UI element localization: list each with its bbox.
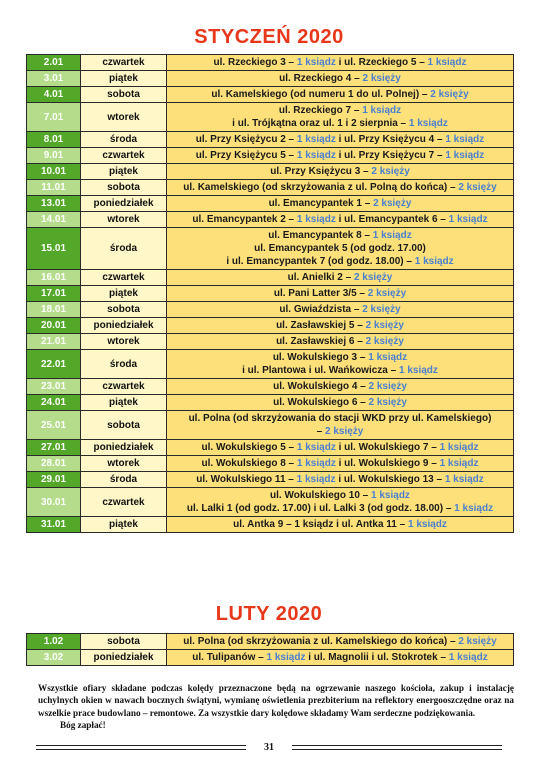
priest-count: 1 ksiądz — [296, 134, 336, 145]
visit-addresses — [167, 180, 514, 196]
address-text: ul. Zasławskiej 6 – — [276, 336, 366, 347]
address-text: ul. Wokulskiego 6 – — [273, 397, 369, 408]
visit-addresses — [167, 411, 514, 440]
address-line — [170, 441, 510, 454]
visit-weekday: poniedziałek — [81, 650, 167, 666]
schedule-row — [27, 350, 514, 379]
visit-addresses — [167, 55, 514, 71]
schedule-row — [27, 456, 514, 472]
address-text: i ul. Emancypantek 7 (od godz. 18.00) – — [226, 256, 415, 267]
address-line — [170, 88, 510, 101]
visit-weekday: czwartek — [81, 148, 167, 164]
visit-date: 25.01 — [27, 411, 81, 440]
address-text: – — [316, 426, 325, 437]
page-number: 31 — [264, 742, 274, 753]
address-text: ul. Lalki 1 (od godz. 17.00) i ul. Lalki 3 (od godz. 18.00) – — [186, 503, 455, 514]
visit-addresses — [167, 334, 514, 350]
address-line — [170, 502, 510, 515]
visit-weekday: wtorek — [81, 103, 167, 132]
address-line — [170, 149, 510, 162]
schedule-row — [27, 286, 514, 302]
address-text: i ul. Przy Księżycu 4 – — [335, 134, 446, 145]
february-schedule-table — [26, 633, 514, 666]
address-text: i ul. Wokulskiego 9 – — [335, 458, 440, 469]
visit-date: 17.01 — [27, 286, 81, 302]
address-text: ul. Wokulskiego 8 – — [201, 458, 297, 469]
visit-weekday: poniedziałek — [81, 196, 167, 212]
schedule-row — [27, 71, 514, 87]
february-rows — [27, 634, 514, 666]
address-line — [170, 287, 510, 300]
address-text: i ul. Wokulskiego 13 – — [335, 474, 445, 485]
address-text: ul. Gwiaździsta – — [279, 304, 363, 315]
address-line — [170, 104, 510, 117]
address-text: ul. Emancypantek 8 – — [268, 230, 373, 241]
visit-addresses — [167, 650, 514, 666]
priest-count: 2 księży — [324, 426, 364, 437]
address-text: ul. Wokulskiego 5 – — [201, 442, 297, 453]
schedule-row — [27, 180, 514, 196]
visit-date: 8.01 — [27, 132, 81, 148]
address-text: i ul. Emancypantek 6 – — [335, 214, 449, 225]
address-text: ul. Emancypantek 2 – — [192, 214, 297, 225]
schedule-row — [27, 650, 514, 666]
priest-count: 1 ksiądz — [407, 519, 447, 530]
priest-count: 1 ksiądz — [296, 57, 336, 68]
schedule-row — [27, 302, 514, 318]
visit-weekday: czwartek — [81, 379, 167, 395]
priest-count: 2 księży — [365, 320, 404, 331]
address-text: ul. Zasławskiej 5 – — [276, 320, 366, 331]
visit-addresses — [167, 286, 514, 302]
priest-count: 1 ksiądz — [439, 458, 479, 469]
address-text: ul. Wokulskiego 4 – — [273, 381, 369, 392]
visit-weekday: wtorek — [81, 456, 167, 472]
visit-date: 29.01 — [27, 472, 81, 488]
visit-addresses — [167, 302, 514, 318]
address-text: ul. Kamelskiego (od skrzyżowania z ul. Polną do końca) – — [183, 182, 459, 193]
priest-count: 1 ksiądz — [296, 458, 336, 469]
donation-note-text: Wszystkie ofiary składane podczas kolędy przeznaczone będą na ogrzewanie naszego kościoła, zakup i instalację uchylnych okien w nawach bocznych świątyni, wymianę oświetlenia prezbiterium na reflektory energooszczędne oraz na wszelkie prace budowlano – remontowe. Za wszystkie dary kolędowe składamy Wam serdeczne podziękowania. — [38, 683, 514, 718]
address-text: ul. Rzeckiego 7 – — [278, 105, 363, 116]
visit-addresses — [167, 132, 514, 148]
address-text: ul. Wokulskiego 11 – — [196, 474, 297, 485]
visit-date: 21.01 — [27, 334, 81, 350]
page-footer-rule — [36, 742, 502, 754]
address-line — [170, 271, 510, 284]
visit-addresses — [167, 71, 514, 87]
priest-count: 1 ksiądz — [296, 442, 336, 453]
visit-weekday: piątek — [81, 517, 167, 533]
address-text: i ul. Magnolii i ul. Stokrotek – — [305, 652, 449, 663]
visit-date: 28.01 — [27, 456, 81, 472]
visit-date: 3.01 — [27, 71, 81, 87]
address-line — [170, 364, 510, 377]
address-line — [170, 635, 510, 648]
visit-weekday: sobota — [81, 411, 167, 440]
schedule-row — [27, 334, 514, 350]
schedule-row — [27, 318, 514, 334]
address-text: ul. Wokulskiego 3 – — [272, 352, 369, 363]
address-text: ul. Polna (od skrzyżowania do stacji WKD przy ul. Kamelskiego) — [188, 413, 492, 424]
schedule-row — [27, 196, 514, 212]
visit-date: 30.01 — [27, 488, 81, 517]
visit-weekday: sobota — [81, 634, 167, 650]
priest-count: 1 ksiądz — [408, 118, 448, 129]
visit-addresses — [167, 270, 514, 286]
visit-weekday: czwartek — [81, 488, 167, 517]
priest-count: 1 ksiądz — [448, 652, 488, 663]
visit-addresses — [167, 472, 514, 488]
visit-date: 20.01 — [27, 318, 81, 334]
thanks-line: Bóg zapłać! — [60, 720, 106, 731]
visit-date: 18.01 — [27, 302, 81, 318]
priest-count: 1 ksiądz — [398, 365, 438, 376]
address-line — [170, 351, 510, 364]
priest-count: 1 ksiądz — [444, 474, 484, 485]
address-line — [170, 242, 510, 255]
address-text: ul. Antka 9 – 1 ksiądz i ul. Antka 11 – — [233, 519, 408, 530]
priest-count: 1 ksiądz — [362, 105, 402, 116]
visit-weekday: sobota — [81, 87, 167, 103]
schedule-row — [27, 488, 514, 517]
priest-count: 1 ksiądz — [368, 352, 408, 363]
priest-count: 1 ksiądz — [454, 503, 494, 514]
visit-weekday: wtorek — [81, 334, 167, 350]
january-schedule-table — [26, 54, 514, 533]
january-title: STYCZEŃ 2020 — [194, 26, 344, 48]
visit-addresses — [167, 456, 514, 472]
visit-date: 3.02 — [27, 650, 81, 666]
priest-count: 1 ksiądz — [296, 474, 336, 485]
visit-weekday: sobota — [81, 180, 167, 196]
address-text: ul. Pani Latter 3/5 – — [273, 288, 368, 299]
visit-weekday: poniedziałek — [81, 440, 167, 456]
visit-weekday: środa — [81, 132, 167, 148]
visit-addresses — [167, 379, 514, 395]
visit-addresses — [167, 212, 514, 228]
address-line — [170, 412, 510, 425]
address-line — [170, 380, 510, 393]
visit-date: 23.01 — [27, 379, 81, 395]
priest-count: 1 ksiądz — [296, 214, 336, 225]
visit-addresses — [167, 228, 514, 270]
visit-weekday: piątek — [81, 286, 167, 302]
visit-date: 1.02 — [27, 634, 81, 650]
address-line — [170, 133, 510, 146]
visit-date: 24.01 — [27, 395, 81, 411]
address-text: i ul. Wokulskiego 7 – — [335, 442, 440, 453]
address-text: ul. Wokulskiego 10 – — [270, 490, 372, 501]
priest-count: 2 księży — [458, 636, 497, 647]
priest-count: 2 księży — [353, 272, 393, 283]
visit-date: 4.01 — [27, 87, 81, 103]
visit-weekday: czwartek — [81, 55, 167, 71]
schedule-row — [27, 103, 514, 132]
visit-weekday: środa — [81, 472, 167, 488]
visit-weekday: czwartek — [81, 270, 167, 286]
schedule-row — [27, 395, 514, 411]
january-rows — [27, 55, 514, 533]
donation-note — [38, 682, 514, 732]
visit-weekday: poniedziałek — [81, 318, 167, 334]
priest-count: 1 ksiądz — [445, 150, 485, 161]
priest-count: 1 ksiądz — [296, 150, 336, 161]
priest-count: 2 księży — [373, 198, 412, 209]
address-text: ul. Rzeckiego 3 – — [213, 57, 297, 68]
address-text: i ul. Przy Księżycu 7 – — [335, 150, 446, 161]
priest-count: 2 księży — [362, 73, 401, 84]
visit-addresses — [167, 634, 514, 650]
address-text: ul. Polna (od skrzyżowania z ul. Kamelskiego do końca) – — [183, 636, 459, 647]
address-text: ul. Przy Księżycu 3 – — [270, 166, 372, 177]
address-text: i ul. Trójkątna oraz ul. 1 i 2 sierpnia – — [232, 118, 409, 129]
schedule-row — [27, 411, 514, 440]
visit-date: 11.01 — [27, 180, 81, 196]
visit-date: 2.01 — [27, 55, 81, 71]
visit-date: 22.01 — [27, 350, 81, 379]
visit-addresses — [167, 148, 514, 164]
address-line — [170, 255, 510, 268]
visit-addresses — [167, 395, 514, 411]
schedule-row — [27, 212, 514, 228]
address-text: ul. Przy Księżycu 5 – — [195, 150, 297, 161]
visit-addresses — [167, 488, 514, 517]
visit-weekday: środa — [81, 228, 167, 270]
visit-addresses — [167, 440, 514, 456]
priest-count: 1 ksiądz — [266, 652, 306, 663]
visit-weekday: środa — [81, 350, 167, 379]
visit-date: 31.01 — [27, 517, 81, 533]
visit-weekday: piątek — [81, 395, 167, 411]
address-text: ul. Emancypantek 1 – — [268, 198, 374, 209]
address-line — [170, 56, 510, 69]
visit-weekday: sobota — [81, 302, 167, 318]
visit-date: 27.01 — [27, 440, 81, 456]
address-line — [170, 303, 510, 316]
visit-addresses — [167, 517, 514, 533]
visit-addresses — [167, 350, 514, 379]
priest-count: 2 księży — [368, 381, 407, 392]
schedule-row — [27, 132, 514, 148]
schedule-row — [27, 379, 514, 395]
visit-date: 16.01 — [27, 270, 81, 286]
address-text: ul. Anielki 2 – — [287, 272, 354, 283]
footer-rule-right — [292, 745, 502, 750]
visit-date: 13.01 — [27, 196, 81, 212]
visit-weekday: wtorek — [81, 212, 167, 228]
address-text: i ul. Plantowa i ul. Wańkowicza – — [242, 365, 399, 376]
address-line — [170, 396, 510, 409]
schedule-row — [27, 55, 514, 71]
visit-addresses — [167, 196, 514, 212]
address-text: ul. Przy Księżycu 2 – — [195, 134, 297, 145]
schedule-row — [27, 517, 514, 533]
schedule-row — [27, 472, 514, 488]
schedule-row — [27, 440, 514, 456]
schedule-row — [27, 228, 514, 270]
visit-date: 15.01 — [27, 228, 81, 270]
address-line — [170, 117, 510, 130]
address-line — [170, 651, 510, 664]
schedule-row — [27, 148, 514, 164]
address-line — [170, 72, 510, 85]
priest-count: 1 ksiądz — [371, 490, 410, 501]
visit-addresses — [167, 87, 514, 103]
address-text: ul. Rzeckiego 4 – — [279, 73, 363, 84]
visit-addresses — [167, 318, 514, 334]
priest-count: 2 księży — [365, 336, 404, 347]
visit-weekday: piątek — [81, 71, 167, 87]
february-title: LUTY 2020 — [215, 603, 323, 625]
priest-count: 2 księży — [371, 166, 410, 177]
address-text: ul. Tulipanów – — [192, 652, 267, 663]
address-line — [170, 473, 510, 486]
visit-addresses — [167, 103, 514, 132]
visit-date: 10.01 — [27, 164, 81, 180]
schedule-row — [27, 270, 514, 286]
visit-date: 9.01 — [27, 148, 81, 164]
schedule-row — [27, 164, 514, 180]
address-line — [170, 165, 510, 178]
priest-count: 1 ksiądz — [427, 57, 467, 68]
address-line — [170, 181, 510, 194]
priest-count: 2 księży — [368, 397, 407, 408]
priest-count: 1 ksiądz — [372, 230, 412, 241]
priest-count: 1 ksiądz — [439, 442, 479, 453]
address-line — [170, 489, 510, 502]
address-line — [170, 335, 510, 348]
priest-count: 1 ksiądz — [448, 214, 488, 225]
address-line — [170, 425, 510, 438]
address-line — [170, 518, 510, 531]
priest-count: 2 księży — [362, 304, 401, 315]
visit-addresses — [167, 164, 514, 180]
priest-count: 2 księży — [430, 89, 469, 100]
address-text: ul. Kamelskiego (od numeru 1 do ul. Polnej) – — [211, 89, 431, 100]
address-line — [170, 229, 510, 242]
address-text: ul. Emancypantek 5 (od godz. 17.00) — [254, 243, 426, 254]
address-line — [170, 197, 510, 210]
address-line — [170, 319, 510, 332]
visit-date: 14.01 — [27, 212, 81, 228]
priest-count: 1 ksiądz — [445, 134, 485, 145]
visit-date: 7.01 — [27, 103, 81, 132]
priest-count: 1 ksiądz — [414, 256, 454, 267]
priest-count: 2 księży — [458, 182, 497, 193]
address-line — [170, 457, 510, 470]
priest-count: 2 księży — [367, 288, 407, 299]
visit-weekday: piątek — [81, 164, 167, 180]
schedule-row — [27, 634, 514, 650]
address-text: i ul. Rzeckiego 5 – — [335, 57, 428, 68]
address-line — [170, 213, 510, 226]
schedule-row — [27, 87, 514, 103]
